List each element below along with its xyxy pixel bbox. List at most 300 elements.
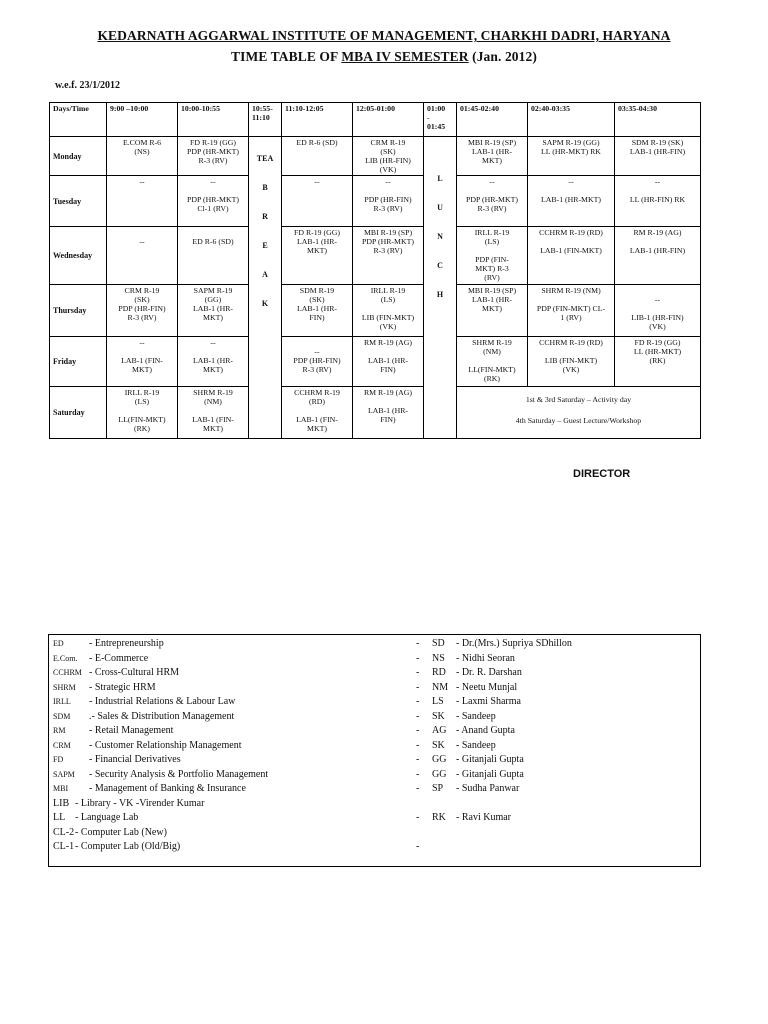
timetable-title — [0, 49, 768, 65]
cell-line: (RK) — [133, 424, 151, 433]
legend-subject — [53, 725, 173, 736]
legend-subject — [53, 653, 148, 664]
cell-line: IRLL R-19 — [124, 388, 160, 397]
class-cell — [107, 285, 178, 337]
cell-line: LAB-1 (HR-MKT) — [541, 195, 601, 204]
cell-line: (VK) — [562, 365, 580, 374]
cell-line: (RK) — [649, 356, 666, 365]
timetable — [49, 102, 701, 439]
cell-line: (NM) — [483, 347, 501, 356]
cell-line — [283, 338, 351, 347]
legend-desc: - Strategic HRM — [89, 681, 156, 693]
title-prefix: TIME TABLE OF — [231, 49, 342, 64]
legend-subject — [53, 667, 179, 678]
legend-dash: - — [416, 667, 420, 678]
legend-faculty — [416, 667, 522, 678]
cell-line: (RD) — [308, 397, 326, 406]
cell-line — [458, 356, 526, 365]
cell-line: -- — [139, 177, 145, 186]
cell-line: (VK) — [379, 165, 397, 174]
cell-line: LAB-1 (FIN- — [296, 415, 338, 424]
cell-line: PDP (FIN- — [475, 255, 509, 264]
class-cell — [282, 227, 353, 285]
table-row — [50, 337, 701, 387]
cell-line: LAB-1 (HR- — [192, 356, 234, 365]
cell-line: LAB-1 (HR-FIN) — [629, 147, 686, 156]
cell-line: PDP (HR-FIN) — [364, 195, 412, 204]
class-cell — [353, 285, 424, 337]
class-cell — [178, 137, 249, 176]
class-cell — [615, 176, 701, 227]
class-cell — [528, 176, 615, 227]
lunch-break-column — [424, 137, 457, 439]
class-cell — [178, 227, 249, 285]
column-header: Days/Time — [50, 103, 107, 137]
day-label: Thursday — [50, 285, 107, 337]
class-cell — [282, 387, 353, 439]
class-cell — [107, 176, 178, 227]
cell-line: -- — [654, 177, 661, 186]
class-cell — [528, 227, 615, 285]
cell-line: RM R-19 (AG) — [363, 338, 413, 347]
title-suffix: (Jan. 2012) — [468, 49, 537, 64]
legend-desc: - Cross-Cultural HRM — [89, 667, 179, 678]
cell-line: CCHRM R-19 (RD) — [539, 338, 603, 347]
cell-line: FIN) — [309, 313, 325, 322]
legend-abbr: LIB — [53, 797, 70, 809]
cell-line: LL (HR-MKT) RK — [541, 147, 601, 156]
cell-line: MKT) — [203, 365, 223, 374]
cell-line — [283, 406, 351, 415]
legend-faculty — [416, 769, 524, 780]
lunch-letter: N — [437, 232, 443, 241]
cell-line: LIB (HR-FIN) — [365, 156, 411, 165]
legend-desc: - Customer Relationship Management — [89, 739, 242, 751]
cell-line: PDP (HR-MKT) — [187, 195, 239, 204]
cell-line — [529, 237, 613, 246]
faculty-abbr: NS — [432, 652, 445, 664]
legend-faculty — [416, 711, 496, 722]
cell-line — [354, 347, 422, 356]
faculty-name: - Gitanjali Gupta — [456, 768, 524, 780]
saturday-note: 4th Saturday – Guest Lecture/Workshop — [515, 416, 642, 425]
class-cell — [178, 387, 249, 439]
class-cell — [282, 337, 353, 387]
cell-line: SHRM R-19 — [193, 388, 233, 397]
legend-desc: - Computer Lab (Old/Big) — [75, 841, 181, 852]
cell-line: E.COM R-6 — [122, 138, 162, 147]
cell-line: MKT) — [203, 424, 223, 433]
class-cell — [457, 137, 528, 176]
cell-line: R-3 (RV) — [477, 204, 507, 213]
cell-line: CCHRM R-19 (RD) — [539, 228, 603, 237]
cell-line: MBI R-19 (SP) — [363, 228, 413, 237]
class-cell — [282, 285, 353, 337]
class-cell — [178, 176, 249, 227]
column-header: 11:10-12:05 — [282, 103, 353, 137]
legend-faculty — [416, 783, 519, 794]
cell-line: ED R-6 (SD) — [296, 138, 338, 147]
cell-line: LAB-1 (HR- — [367, 406, 409, 415]
class-cell — [528, 337, 615, 387]
legend-dash: - — [416, 812, 420, 823]
legend-abbr: CCHRM — [53, 668, 82, 677]
cell-line — [616, 286, 699, 295]
legend-faculty — [416, 682, 517, 693]
faculty-abbr: AG — [432, 725, 447, 736]
cell-line: (SK) — [380, 147, 396, 156]
cell-line: LL (HR-FIN) RK — [629, 195, 686, 204]
legend-desc: .- Sales & Distribution Management — [89, 710, 235, 722]
cell-line: R-3 (RV) — [302, 365, 332, 374]
cell-line: FIN) — [380, 415, 396, 424]
cell-line — [616, 186, 699, 195]
legend-desc: - Language Lab — [75, 812, 139, 823]
lunch-letter: C — [437, 261, 443, 270]
cell-line: LAB-1 (HR- — [471, 147, 513, 156]
cell-line: (NS) — [134, 147, 150, 156]
class-cell — [107, 337, 178, 387]
cell-line: (LS) — [484, 237, 500, 246]
cell-line: SAPM R-19 (GG) — [542, 138, 600, 147]
cell-line: (RK) — [483, 374, 501, 383]
cell-line: R-3 (RV) — [373, 204, 403, 213]
legend-subject — [53, 740, 241, 751]
cell-line: -- — [139, 338, 145, 347]
cell-line: R-3 (RV) — [127, 313, 157, 322]
cell-line: (VK) — [379, 322, 397, 331]
column-header: 03:35-04:30 — [615, 103, 701, 137]
class-cell — [457, 337, 528, 387]
cell-line: SAPM R-19 — [193, 286, 233, 295]
legend-dash: - — [416, 783, 420, 794]
legend-dash: - — [416, 681, 420, 693]
legend-subject — [53, 769, 268, 780]
cell-line — [179, 228, 247, 237]
class-cell — [457, 176, 528, 227]
lunch-letter: L — [437, 174, 443, 183]
class-cell — [178, 285, 249, 337]
class-cell — [353, 337, 424, 387]
faculty-abbr: SK — [432, 710, 445, 722]
class-cell — [107, 387, 178, 439]
faculty-abbr: GG — [432, 768, 447, 780]
cell-line: LAB-1 (HR- — [471, 295, 513, 304]
faculty-name: - Sandeep — [456, 739, 496, 751]
cell-line: LIB-1 (HR-FIN) — [631, 313, 684, 322]
class-cell — [457, 227, 528, 285]
cell-line: MBI R-19 (SP) — [467, 286, 517, 295]
cell-line — [458, 246, 526, 255]
legend-faculty — [416, 696, 521, 707]
faculty-name: - Sandeep — [456, 710, 496, 722]
cell-line: LIB (FIN-MKT) — [361, 313, 415, 322]
legend-abbr: RM — [53, 726, 66, 735]
class-cell — [615, 137, 701, 176]
cell-line: CRM R-19 — [124, 286, 160, 295]
legend-faculty — [416, 754, 524, 765]
tea-break-letter: TEA — [256, 154, 274, 163]
cell-line: FD R-19 (GG) — [634, 338, 681, 347]
cell-line — [529, 186, 613, 195]
legend-abbr: MBI — [53, 784, 69, 793]
legend-abbr: SAPM — [53, 769, 75, 779]
legend-dash: - — [416, 841, 420, 852]
faculty-abbr: SD — [432, 638, 445, 649]
tea-break-letter: R — [262, 212, 268, 221]
cell-line: MKT) R-3 — [475, 264, 509, 273]
legend-abbr: CRM — [53, 740, 71, 750]
cell-line: Cl-1 (RV) — [197, 204, 229, 213]
legend-desc: - Financial Derivatives — [89, 754, 181, 765]
cell-line: -- — [385, 177, 391, 186]
class-cell — [615, 227, 701, 285]
legend-faculty — [416, 653, 515, 664]
lunch-letter: H — [436, 290, 444, 299]
legend-abbr: SDM — [53, 711, 71, 721]
legend-dash: - — [416, 638, 420, 649]
cell-line — [179, 406, 247, 415]
tea-break-letter: E — [262, 241, 268, 250]
legend-desc: - Library - VK -Virender Kumar — [75, 797, 205, 809]
cell-line: (SK) — [309, 295, 325, 304]
cell-line — [179, 347, 247, 356]
legend-dash: - — [416, 754, 420, 765]
class-cell — [353, 137, 424, 176]
cell-line — [108, 347, 176, 356]
cell-line: LL(FIN-MKT) — [118, 415, 166, 424]
cell-line: -- — [654, 295, 661, 304]
cell-line: MKT) — [307, 246, 327, 255]
cell-line: SDM R-19 — [299, 286, 335, 295]
cell-line: PDP (HR-FIN) — [293, 356, 341, 365]
legend-subject — [53, 798, 204, 809]
legend-box — [48, 634, 701, 867]
class-cell — [282, 137, 353, 176]
cell-line: LL (HR-MKT) — [633, 347, 682, 356]
cell-line: MKT) — [203, 313, 223, 322]
cell-line: PDP (HR-MKT) — [362, 237, 414, 246]
column-header: 12:05-01:00 — [353, 103, 424, 137]
legend-dash: - — [416, 696, 420, 707]
faculty-name: - Ravi Kumar — [456, 812, 511, 823]
legend-subject — [53, 711, 234, 722]
legend-subject — [53, 682, 156, 693]
cell-line: IRLL R-19 — [370, 286, 406, 295]
cell-line: (LS) — [380, 295, 396, 304]
cell-line: RM R-19 (AG) — [633, 228, 682, 237]
cell-line: PDP (HR-MKT) — [466, 195, 518, 204]
legend-dash: - — [416, 739, 420, 751]
legend-abbr: ED — [53, 639, 64, 648]
cell-line: MKT) — [132, 365, 152, 374]
legend-abbr: LL — [53, 812, 66, 823]
faculty-name: - Sudha Panwar — [456, 783, 520, 794]
cell-line: (NM) — [204, 397, 222, 406]
legend-subject — [53, 638, 164, 649]
legend-dash: - — [416, 652, 420, 664]
cell-line — [616, 304, 699, 313]
cell-line: FIN) — [380, 365, 396, 374]
cell-line: SHRM R-19 — [472, 338, 512, 347]
cell-line: -- — [210, 338, 216, 347]
faculty-name: - Anand Gupta — [456, 725, 515, 736]
cell-line — [354, 397, 422, 406]
legend-desc: - Computer Lab (New) — [75, 826, 167, 838]
lunch-letter: U — [437, 203, 443, 212]
faculty-abbr: RK — [432, 812, 446, 823]
table-row — [50, 285, 701, 337]
day-label: Tuesday — [50, 176, 107, 227]
cell-line: LIB (FIN-MKT) — [544, 356, 598, 365]
cell-line: (LS) — [134, 397, 150, 406]
class-cell — [282, 176, 353, 227]
day-label: Monday — [50, 137, 107, 176]
faculty-abbr: SP — [432, 783, 444, 794]
cell-line: MKT) — [482, 304, 502, 313]
legend-subject — [53, 827, 167, 838]
legend-subject — [53, 696, 235, 707]
cell-line — [616, 237, 699, 246]
cell-line: LAB-1 (HR- — [296, 237, 338, 246]
cell-line: PDP (HR-MKT) — [187, 147, 239, 156]
cell-line: R-3 (RV) — [198, 156, 228, 165]
cell-line: (VK) — [649, 322, 666, 331]
cell-line — [179, 186, 247, 195]
table-row — [50, 137, 701, 176]
cell-line: LAB-1 (FIN- — [192, 415, 234, 424]
legend-faculty — [416, 740, 496, 751]
cell-line: LAB-1 (FIN-MKT) — [540, 246, 602, 255]
legend-abbr: SHRM — [53, 682, 76, 692]
cell-line: PDP (HR-FIN) — [118, 304, 166, 313]
cell-line — [458, 186, 526, 195]
cell-line: RM R-19 (AG) — [363, 388, 413, 397]
day-label: Saturday — [50, 387, 107, 439]
legend-faculty — [416, 812, 511, 823]
cell-line: (RV) — [484, 273, 500, 282]
day-label: Wednesday — [50, 227, 107, 285]
cell-line: LAB-1 (FIN- — [121, 356, 163, 365]
director-signature: DIRECTOR — [573, 468, 631, 480]
legend-faculty — [416, 638, 572, 649]
legend-faculty — [416, 841, 432, 852]
legend-abbr: FD — [53, 755, 64, 764]
legend-abbr: CL-2 — [53, 826, 75, 838]
class-cell — [353, 227, 424, 285]
cell-line: CRM R-19 — [370, 138, 406, 147]
class-cell — [528, 285, 615, 337]
faculty-name: - Neetu Munjal — [456, 681, 518, 693]
tea-break-letter: B — [262, 183, 268, 192]
legend-dash: - — [416, 710, 420, 722]
cell-line: -- — [314, 177, 320, 186]
cell-line: 1 (RV) — [560, 313, 582, 322]
legend-faculty — [416, 725, 515, 736]
cell-line: -- — [210, 177, 216, 186]
cell-line — [529, 295, 613, 304]
faculty-abbr: RD — [432, 667, 446, 678]
class-cell — [615, 337, 701, 387]
legend-desc: - Management of Banking & Insurance — [89, 783, 246, 794]
saturday-activity-cell — [457, 387, 701, 439]
cell-line: (SK) — [134, 295, 150, 304]
legend-subject — [53, 841, 180, 852]
cell-line: R-3 (RV) — [373, 246, 403, 255]
cell-line: LL(FIN-MKT) — [468, 365, 516, 374]
legend-desc: - Retail Management — [89, 725, 174, 736]
table-row — [50, 227, 701, 285]
cell-line — [529, 347, 613, 356]
cell-line — [354, 186, 422, 195]
cell-line — [108, 228, 176, 237]
cell-line: -- — [314, 347, 320, 356]
legend-desc: - Industrial Relations & Labour Law — [89, 696, 236, 707]
legend-desc: - Entrepreneurship — [89, 638, 164, 649]
tea-break-letter: K — [261, 299, 269, 308]
column-header: 10:00-10:55 — [178, 103, 249, 137]
day-label: Friday — [50, 337, 107, 387]
faculty-abbr: GG — [432, 754, 447, 765]
saturday-note: 1st & 3rd Saturday – Activity day — [525, 395, 632, 404]
table-row — [50, 387, 701, 439]
legend-dash: - — [416, 725, 420, 736]
legend-abbr: E.Com. — [53, 653, 78, 663]
title-program: MBA IV SEMESTER — [341, 49, 469, 64]
class-cell — [107, 227, 178, 285]
cell-line: MBI R-19 (SP) — [467, 138, 517, 147]
class-cell — [353, 176, 424, 227]
cell-line: MKT) — [307, 424, 327, 433]
cell-line: LAB-1 (HR-FIN) — [629, 246, 686, 255]
cell-line: IRLL R-19 — [474, 228, 510, 237]
faculty-name: - Nidhi Seoran — [456, 652, 515, 664]
cell-line: LAB-1 (HR- — [192, 304, 234, 313]
cell-line: SHRM R-19 (NM) — [541, 286, 601, 295]
class-cell — [457, 285, 528, 337]
cell-line: CCHRM R-19 — [294, 388, 340, 397]
cell-line: FD R-19 (GG) — [294, 228, 340, 237]
cell-line: PDP (FIN-MKT) CL- — [536, 304, 606, 313]
institute-title: KEDARNATH AGGARWAL INSTITUTE OF MANAGEMENT, CHARKHI DADRI, HARYANA — [97, 28, 671, 43]
wef-date: w.e.f. 23/1/2012 — [55, 80, 120, 91]
cell-line: LAB-1 (HR- — [296, 304, 338, 313]
column-header: 02:40-03:35 — [528, 103, 615, 137]
faculty-abbr: NM — [432, 681, 449, 693]
legend-subject — [53, 754, 181, 765]
class-cell — [615, 285, 701, 337]
cell-line: LAB-1 (HR- — [367, 356, 409, 365]
faculty-name: - Dr.(Mrs.) Supriya SDhillon — [456, 638, 572, 649]
cell-line: -- — [489, 177, 495, 186]
faculty-name: - Laxmi Sharma — [456, 696, 521, 707]
legend-abbr: IRLL — [53, 697, 71, 706]
legend-subject — [53, 812, 138, 823]
cell-line: FD R-19 (GG) — [190, 138, 236, 147]
cell-line: -- — [139, 237, 145, 246]
legend-dash: - — [416, 768, 420, 780]
legend-desc: - Security Analysis & Portfolio Management — [89, 768, 269, 780]
tea-break-letter: A — [262, 270, 268, 279]
table-row — [50, 176, 701, 227]
cell-line — [354, 304, 422, 313]
cell-line: SDM R-19 (SK) — [631, 138, 684, 147]
class-cell — [107, 137, 178, 176]
column-header: 01:00 - 01:45 — [424, 103, 457, 137]
column-header: 01:45-02:40 — [457, 103, 528, 137]
class-cell — [528, 137, 615, 176]
cell-line — [108, 406, 176, 415]
